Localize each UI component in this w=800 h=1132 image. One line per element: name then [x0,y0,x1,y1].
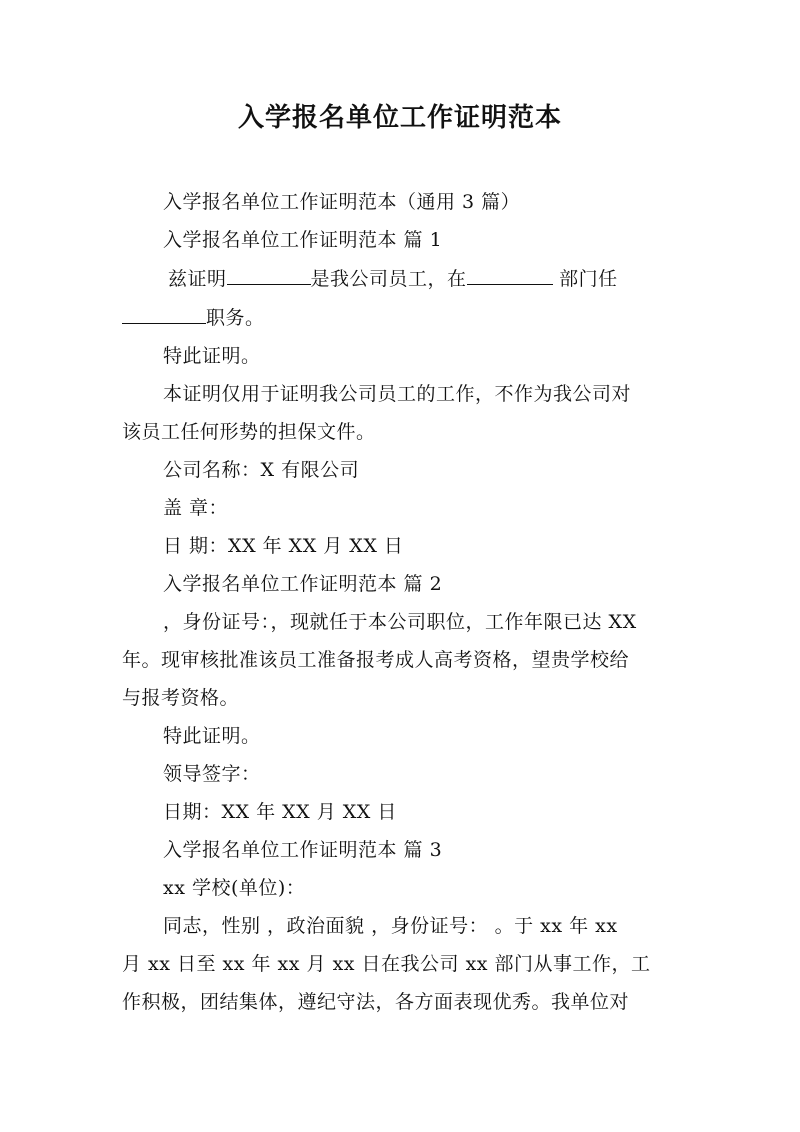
paragraph-line: 入学报名单位工作证明范本 篇 1 [163,229,443,251]
paragraph-line: 该员工任何形势的担保文件。 [122,421,376,443]
paragraph-line: 入学报名单位工作证明范本（通用 3 篇） [163,191,521,213]
fill-in-blank [227,266,311,285]
paragraph-line: 特此证明。 [163,345,261,367]
document-title: 入学报名单位工作证明范本 [237,103,562,133]
text-segment: 职务。 [206,307,265,329]
paragraph-line: 领导签字： [163,763,261,785]
paragraph-line: 盖 章： [163,497,229,519]
text-segment: 部门任 [552,268,618,290]
paragraph-line: 月 xx 日至 xx 年 xx 月 xx 日在我公司 xx 部门从事工作，工 [122,953,651,975]
paragraph-line: 入学报名单位工作证明范本 篇 3 [163,839,443,861]
paragraph-line-with-blanks [168,265,618,293]
paragraph-line-with-blank [122,304,265,332]
paragraph-line: 入学报名单位工作证明范本 篇 2 [163,573,443,595]
paragraph-line: 年。现审核批准该员工准备报考成人高考资格，望贵学校给 [122,649,630,671]
text-segment: 是我公司员工，在 [310,268,467,290]
paragraph-line: 特此证明。 [163,725,261,747]
paragraph-line: 作积极，团结集体，遵纪守法，各方面表现优秀。我单位对 [122,991,630,1013]
paragraph-line: 日 期：XX 年 XX 月 XX 日 [163,535,404,557]
paragraph-line: 同志，性别 ，政治面貌 ，身份证号： 。于 xx 年 xx [163,915,618,937]
text-segment: 兹证明 [168,268,227,290]
paragraph-line: 与报考资格。 [122,687,240,709]
fill-in-blank [122,305,206,324]
paragraph-line: 本证明仅用于证明我公司员工的工作，不作为我公司对 [163,383,632,405]
fill-in-blank [467,266,553,285]
paragraph-line: 日期：XX 年 XX 月 XX 日 [163,801,397,823]
paragraph-line: ，身份证号：，现就任于本公司职位，工作年限已达 XX [163,611,637,633]
paragraph-line: xx 学校(单位)： [163,877,306,899]
paragraph-line: 公司名称：X 有限公司 [163,459,360,481]
